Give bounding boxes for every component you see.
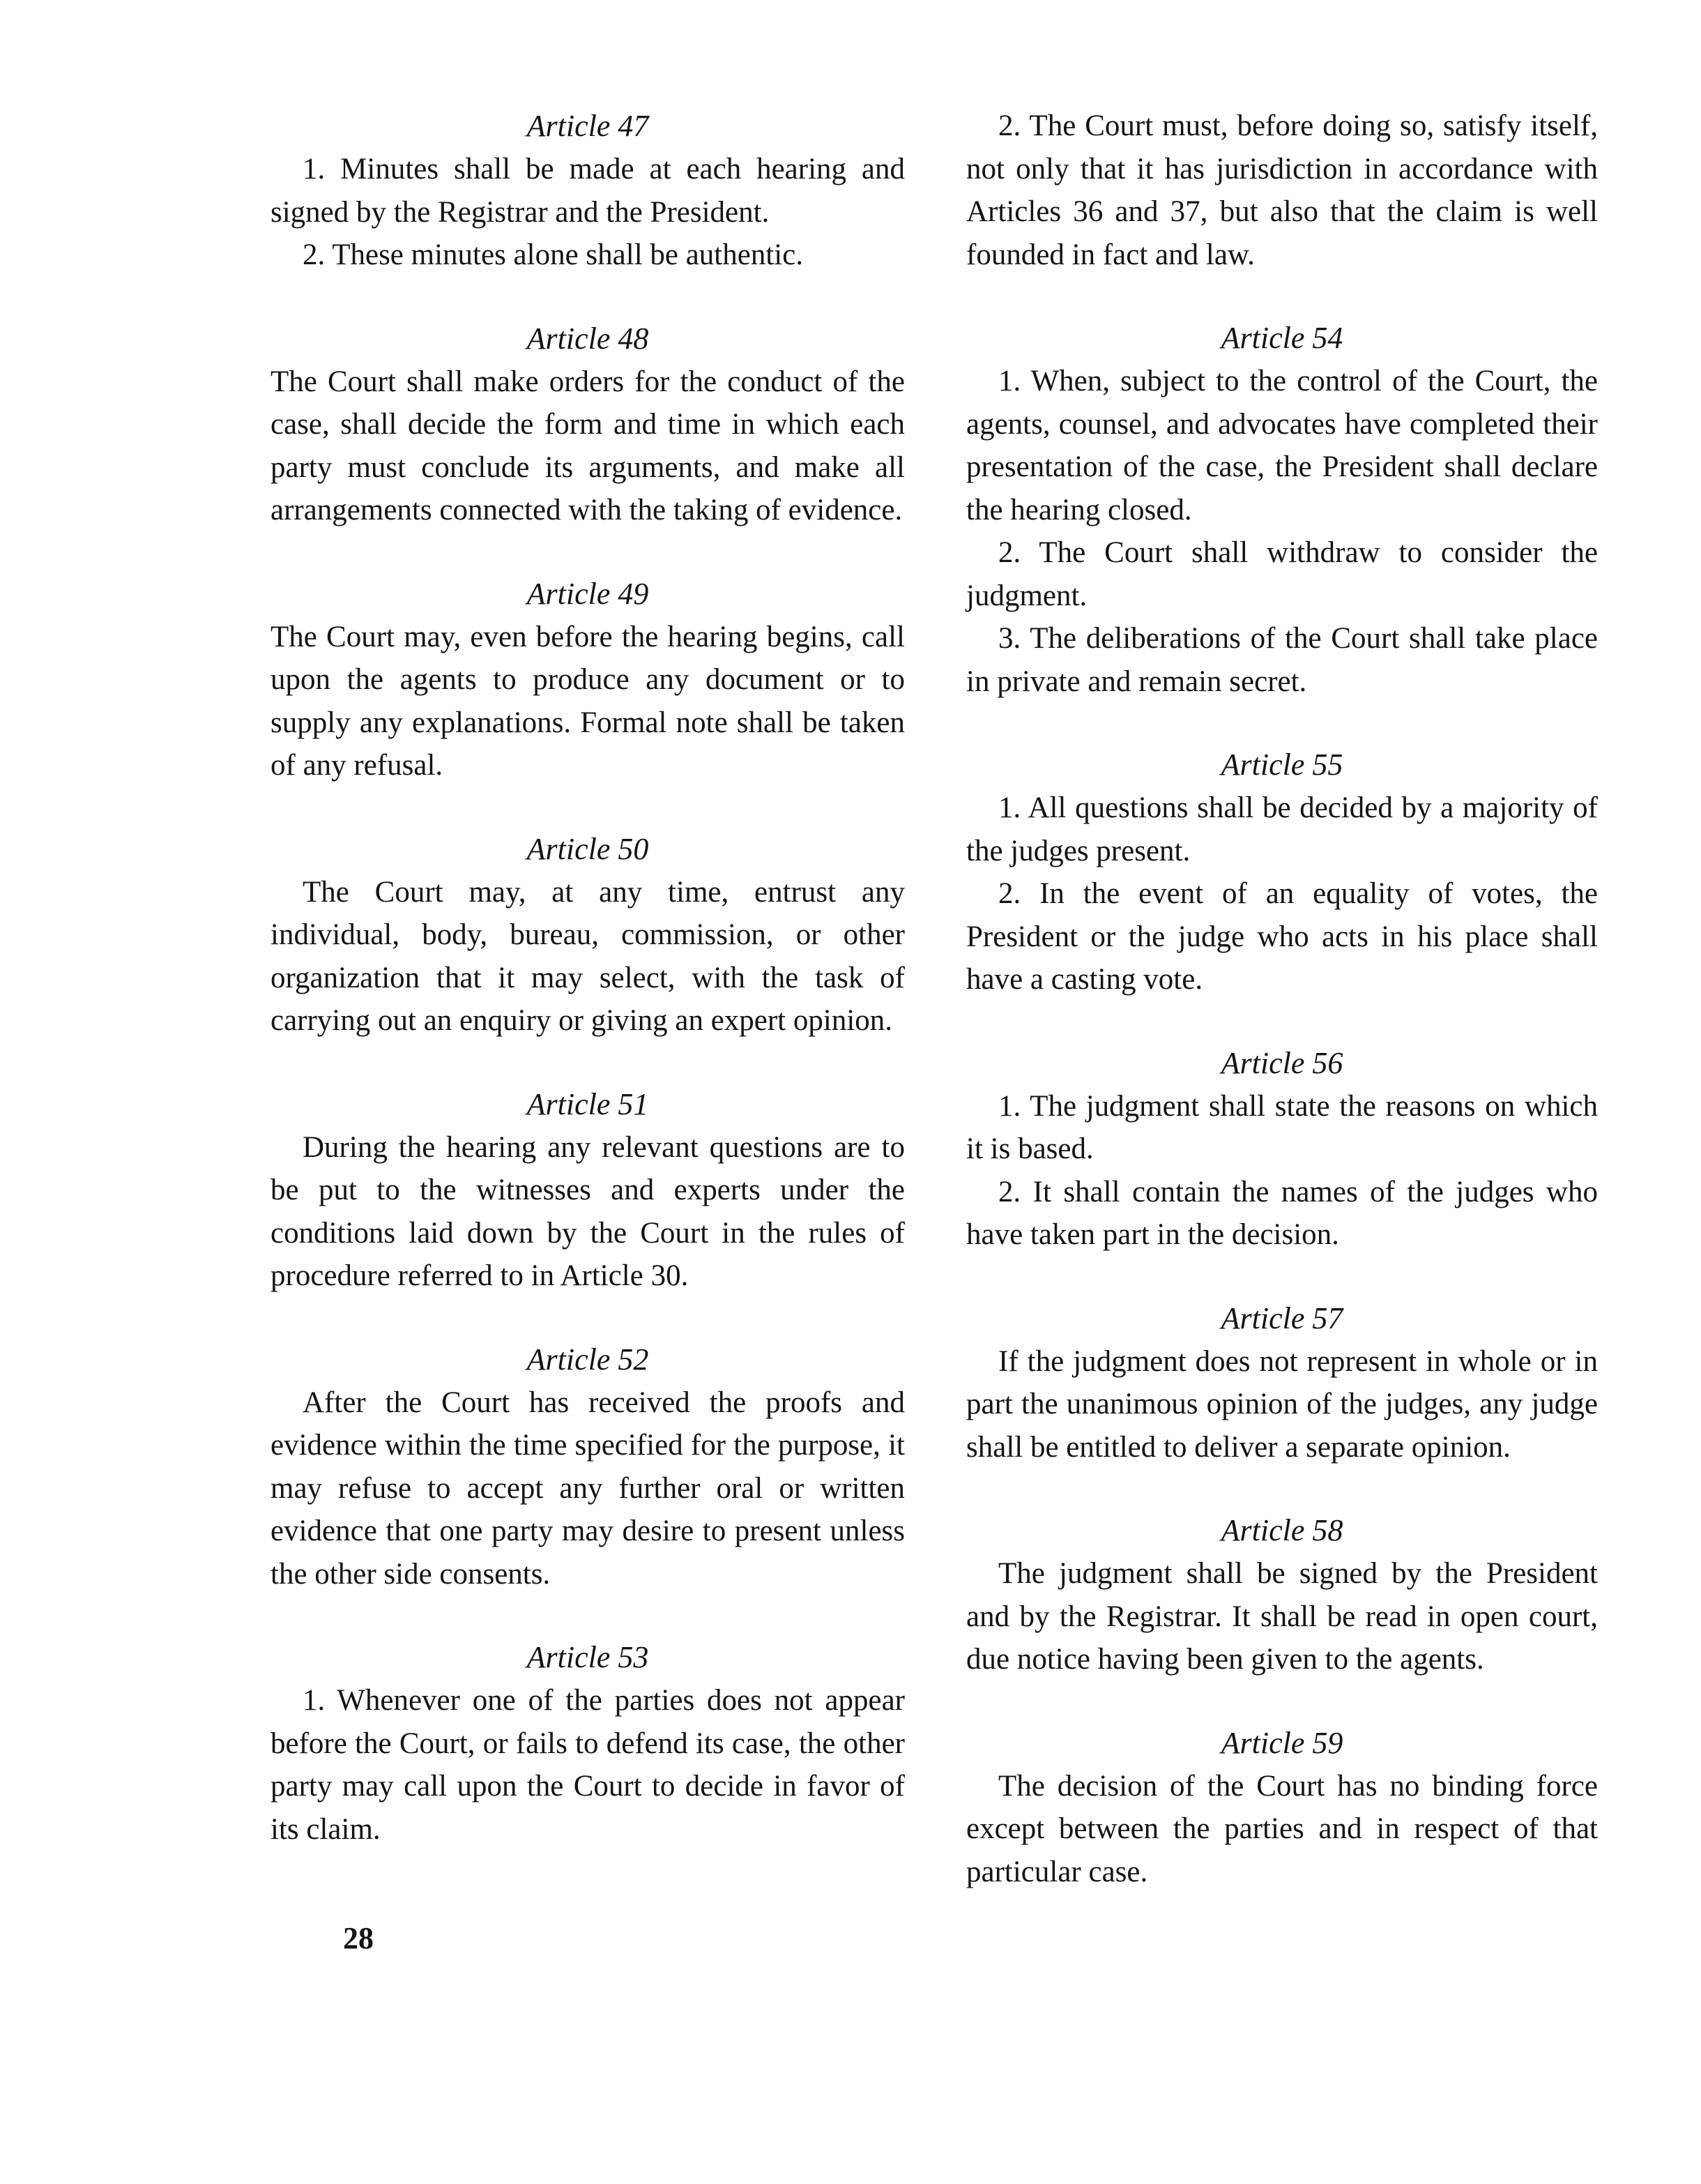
- article-paragraph: 1. The judgment shall state the reasons on which it is based.: [966, 1089, 1598, 1165]
- article-49: [270, 572, 905, 787]
- article-52: [270, 1338, 905, 1596]
- article-heading: Article 47: [526, 109, 649, 143]
- article-heading: Article 50: [526, 831, 649, 866]
- article-paragraph: 2. In the event of an equality of votes, the President or the judge who acts in his place shall have a casting vote.: [966, 877, 1598, 996]
- article-heading: Article 51: [526, 1086, 649, 1121]
- article-56: [966, 1042, 1598, 1257]
- left-column: [270, 105, 905, 1851]
- article-47: [270, 105, 905, 277]
- article-59: [966, 1722, 1598, 1894]
- article-58: [966, 1509, 1598, 1681]
- article-54: [966, 317, 1598, 703]
- article-paragraph: After the Court has received the proofs and evidence within the time specified for the purpose, it may refuse to accept any further oral or written evidence that one party may desire to present unless the other side consents.: [270, 1386, 905, 1591]
- article-paragraph: 2. The Court shall withdraw to consider the judgment.: [966, 536, 1598, 612]
- article-heading: Article 55: [1221, 748, 1343, 782]
- article-53: [270, 1636, 905, 1851]
- article-53-continued: [966, 105, 1598, 276]
- article-heading: Article 54: [1221, 321, 1343, 355]
- article-paragraph: If the judgment does not represent in whole or in part the unanimous opinion of the judges, any judge shall be entitled to deliver a separate opinion.: [966, 1344, 1598, 1464]
- article-heading: Article 53: [526, 1640, 649, 1674]
- article-paragraph: 2. The Court must, before doing so, satisfy itself, not only that it has jurisdiction in accordance with Articles 36 and 37, but also that the claim is well founded in fact and law.: [966, 109, 1598, 271]
- right-column: [966, 105, 1598, 1893]
- article-heading: Article 52: [526, 1342, 649, 1377]
- article-paragraph: The Court may, even before the hearing begins, call upon the agents to produce any document or to supply any explanations. Formal note shall be taken of any refusal.: [270, 620, 905, 782]
- article-heading: Article 48: [526, 321, 649, 356]
- article-heading: Article 56: [1221, 1045, 1343, 1080]
- article-paragraph: The judgment shall be signed by the President and by the Registrar. It shall be read in open court, due notice having been given to the agents.: [966, 1557, 1598, 1676]
- article-paragraph: During the hearing any relevant questions are to be put to the witnesses and experts under the conditions laid down by the Court in the rules of procedure referred to in Article 30.: [270, 1130, 905, 1292]
- article-paragraph: 1. When, subject to the control of the Court, the agents, counsel, and advocates have completed their presentation of the case, the President shall declare the hearing closed.: [966, 365, 1598, 526]
- article-51: [270, 1083, 905, 1298]
- article-48: [270, 317, 905, 532]
- article-50: [270, 828, 905, 1042]
- article-paragraph: The decision of the Court has no binding force except between the parties and in respect of that particular case.: [966, 1769, 1598, 1888]
- page-number: 28: [343, 1921, 374, 1955]
- article-paragraph: 1. Whenever one of the parties does not appear before the Court, or fails to defend its case, the other party may call upon the Court to decide in favor of its claim.: [270, 1684, 905, 1846]
- article-heading: Article 58: [1221, 1513, 1343, 1547]
- article-paragraph: The Court shall make orders for the conduct of the case, shall decide the form and time in which each party must conclude its arguments, and make all arrangements connected with the taking of evidence.: [270, 365, 905, 526]
- article-paragraph: 2. It shall contain the names of the judges who have taken part in the decision.: [966, 1175, 1598, 1251]
- article-57: [966, 1297, 1598, 1469]
- article-heading: Article 49: [526, 576, 649, 611]
- article-paragraph: The Court may, at any time, entrust any individual, body, bureau, commission, or other organization that it may select, with the task of carrying out an enquiry or giving an expert opinion.: [270, 875, 905, 1037]
- article-heading: Article 59: [1221, 1725, 1343, 1760]
- article-paragraph: 1. Minutes shall be made at each hearing and signed by the Registrar and the President.: [270, 153, 905, 229]
- article-heading: Article 57: [1221, 1300, 1343, 1335]
- article-paragraph: 1. All questions shall be decided by a majority of the judges present.: [966, 791, 1598, 867]
- article-paragraph: 3. The deliberations of the Court shall take place in private and remain secret.: [966, 622, 1598, 698]
- article-55: [966, 743, 1598, 1001]
- article-paragraph: 2. These minutes alone shall be authentic.: [303, 238, 804, 271]
